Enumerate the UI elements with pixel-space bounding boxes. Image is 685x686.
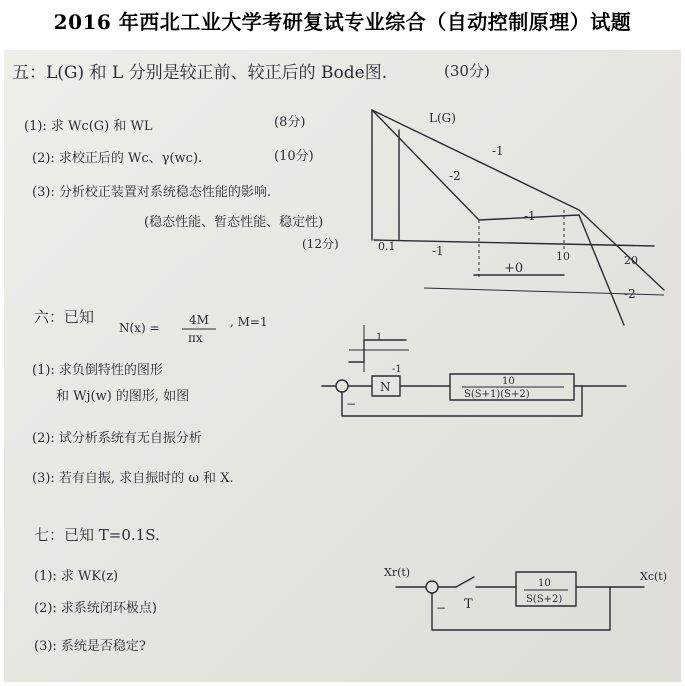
q6-item-1: (1): 求负倒特性的图形 [32, 363, 163, 378]
q7-output-label: Xc(t) [640, 570, 667, 583]
q7-sampler-switch [456, 577, 474, 587]
q6-nx-num: 4M [189, 313, 209, 327]
q7-summing-junction [426, 581, 438, 593]
q7-minus-sign: − [436, 601, 447, 615]
sheet-canvas [4, 50, 681, 682]
nl-pos-label: 1 [376, 332, 383, 343]
q5-item-2-score: (10分) [274, 149, 314, 164]
bode-curve-label: L(G) [429, 111, 456, 125]
q7-item-2: (2): 求系统闭环极点) [34, 601, 157, 616]
q5-item-1: (1): 求 Wc(G) 和 WL [24, 119, 153, 134]
bode-freq-label-2: 10 [556, 250, 570, 263]
bode-slope-label-2: -2 [449, 169, 461, 183]
q5-item-4: (稳态性能、暂态性能、稳定性) [144, 215, 324, 230]
q5-points: (30分) [444, 62, 490, 80]
bode-freq-label-3: 20 [624, 254, 638, 267]
q7-sampler-label: T [464, 597, 473, 612]
bode-plot [372, 110, 664, 325]
q6-heading: 六：已知 [34, 308, 95, 326]
q7-feedback-path [432, 587, 610, 630]
bode-slope-label-4: -1 [432, 244, 444, 258]
q7-g-den: S(S+2) [526, 594, 563, 605]
nl-characteristic [349, 340, 406, 362]
bode-freq-label-1: 0.1 [378, 240, 396, 253]
handwritten-sheet [4, 50, 681, 682]
nl-neg-label: -1 [392, 364, 402, 375]
q5-extra-score: (12分) [302, 237, 339, 251]
q7-block-diagram [384, 566, 667, 630]
bode-slope-label-5: -2 [624, 287, 636, 301]
bode-slope-label-3: -1 [524, 209, 536, 223]
q6-summing-junction [336, 380, 348, 392]
q5-heading: 五：L(G) 和 L 分别是较正前、较正后的 Bode图. [12, 63, 388, 83]
q6-feedback-path [342, 386, 582, 416]
q7-input-label: Xr(t) [384, 566, 411, 579]
q7-heading: 七：已知 T=0.1S. [34, 526, 160, 544]
q6-nx-den: πx [188, 331, 203, 345]
q7-item-3: (3): 系统是否稳定? [34, 639, 146, 654]
q7-item-1: (1): 求 WK(z) [34, 569, 119, 584]
q6-g-den: S(S+1)(S+2) [464, 389, 530, 400]
q6-minus-sign: − [346, 397, 357, 411]
q6-block-diagram [322, 325, 626, 416]
q6-n-label: N [380, 380, 391, 394]
q6-item-3: (3): 若有自振, 求自振时的 ω 和 X. [32, 471, 234, 486]
q6-item-1b: 和 Wj(w) 的图形, 如图 [56, 389, 190, 404]
q7-g-num: 10 [538, 578, 551, 589]
page-title: 2016 年西北工业大学考研复试专业综合（自动控制原理）试题 [53, 10, 632, 34]
q5-item-1-score: (8分) [274, 115, 306, 130]
bode-slope-label-1: -1 [492, 144, 504, 158]
q5-item-2: (2): 求校正后的 Wc、γ(wc). [32, 151, 203, 166]
q6-g-num: 10 [502, 376, 515, 387]
q6-nx-lhs: N(x) = [119, 321, 160, 335]
q5-item-3: (3): 分析校正装置对系统稳态性能的影响. [32, 185, 272, 200]
q6-m-value: , M=1 [230, 315, 268, 329]
bode-plus-label: +0 [504, 261, 524, 276]
q6-item-2: (2): 试分析系统有无自振分析 [32, 431, 202, 446]
